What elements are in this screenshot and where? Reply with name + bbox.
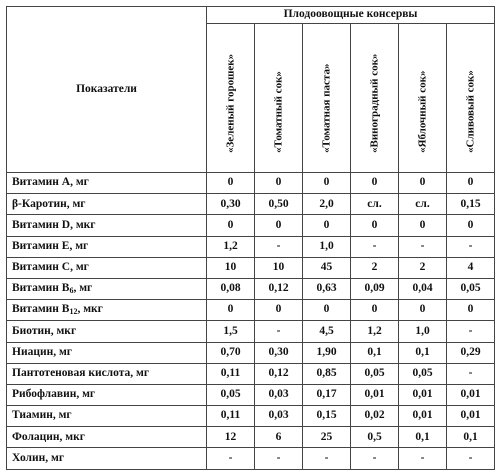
indicator-label: Витамин С, мг (7, 257, 207, 278)
table-cell: 2,0 (303, 194, 351, 215)
table-cell: 1,90 (303, 342, 351, 363)
table-cell: 45 (303, 257, 351, 278)
table-cell: 0 (207, 173, 255, 194)
table-cell: 2 (351, 257, 399, 278)
table-cell: 0,01 (447, 384, 495, 405)
table-cell: 1,0 (399, 321, 447, 342)
nutrition-table-page (6, 6, 494, 470)
table-cell: 1,2 (351, 321, 399, 342)
table-cell: сл. (351, 194, 399, 215)
product-name: «Сливовый сок» (464, 70, 476, 153)
table-cell: 0,50 (255, 194, 303, 215)
table-cell: 0,01 (399, 406, 447, 427)
table-cell: 0,12 (255, 363, 303, 384)
table-cell: - (447, 236, 495, 257)
product-header (303, 24, 351, 173)
indicator-label: Холин, мг (7, 448, 207, 469)
table-cell: 0 (399, 215, 447, 236)
indicator-label: β-Каротин, мг (7, 194, 207, 215)
product-header (351, 24, 399, 173)
table-cell: 0,17 (303, 384, 351, 405)
indicator-label: Тиамин, мг (7, 406, 207, 427)
indicator-label: Пантотеновая кислота, мг (7, 363, 207, 384)
table-row (7, 406, 495, 427)
table-cell: 0 (351, 300, 399, 321)
table-cell: 0,1 (399, 342, 447, 363)
table-cell: 0,1 (351, 342, 399, 363)
table-cell: - (255, 321, 303, 342)
indicator-label: Витамин А, мг (7, 173, 207, 194)
table-cell: - (303, 448, 351, 469)
table-cell: 12 (207, 427, 255, 448)
table-cell: 0,03 (255, 384, 303, 405)
table-cell: 0,05 (207, 384, 255, 405)
product-header (447, 24, 495, 173)
table-cell: - (255, 448, 303, 469)
table-cell: 1,2 (207, 236, 255, 257)
indicator-label: Ниацин, мг (7, 342, 207, 363)
table-cell: - (351, 236, 399, 257)
table-cell: 0 (351, 215, 399, 236)
table-row (7, 257, 495, 278)
product-name: «Томатная паста» (320, 63, 332, 153)
table-cell: 6 (255, 427, 303, 448)
table-cell: 10 (255, 257, 303, 278)
indicators-header: Показатели (7, 7, 207, 173)
table-cell: 0 (207, 215, 255, 236)
table-cell: 0,1 (399, 427, 447, 448)
table-cell: 0,08 (207, 278, 255, 299)
table-cell: 0,03 (255, 406, 303, 427)
product-header (207, 24, 255, 173)
table-cell: 0,11 (207, 406, 255, 427)
table-cell: 0 (255, 300, 303, 321)
table-cell: - (447, 448, 495, 469)
table-cell: 0 (255, 215, 303, 236)
table-cell: 0,09 (351, 278, 399, 299)
table-cell: - (399, 448, 447, 469)
indicator-label: Биотин, мкг (7, 321, 207, 342)
table-cell: 0,01 (447, 406, 495, 427)
table-cell: - (351, 448, 399, 469)
table-cell: 0,05 (351, 363, 399, 384)
table-cell: 0 (399, 173, 447, 194)
table-cell: 0,11 (207, 363, 255, 384)
table-cell: 0,30 (207, 194, 255, 215)
table-row (7, 448, 495, 469)
table-cell: 10 (207, 257, 255, 278)
table-cell: 2 (399, 257, 447, 278)
table-cell: 0 (399, 300, 447, 321)
table-cell: - (399, 236, 447, 257)
table-row (7, 194, 495, 215)
table-cell: - (447, 321, 495, 342)
product-name: «Томатный сок» (272, 71, 284, 153)
table-cell: - (207, 448, 255, 469)
table-cell: 0,63 (303, 278, 351, 299)
table-cell: 0 (447, 215, 495, 236)
table-cell: - (447, 363, 495, 384)
table-cell: 0,85 (303, 363, 351, 384)
table-cell: 0,01 (399, 384, 447, 405)
table-row (7, 300, 495, 321)
table-cell: 0,12 (255, 278, 303, 299)
table-row (7, 278, 495, 299)
table-cell: 0 (351, 173, 399, 194)
indicator-label: Витамин D, мкг (7, 215, 207, 236)
table-cell: 0 (303, 300, 351, 321)
table-row (7, 363, 495, 384)
table-cell: - (255, 236, 303, 257)
table-cell: 0,04 (399, 278, 447, 299)
table-cell: 4 (447, 257, 495, 278)
indicator-label: Витамин $В_{12}$, мкг (7, 300, 207, 321)
indicator-label: Витамин $В_6$, мг (7, 278, 207, 299)
indicator-label: Рибофлавин, мг (7, 384, 207, 405)
table-cell: 0,01 (351, 384, 399, 405)
table-row (7, 321, 495, 342)
product-name: «Яблочный сок» (416, 70, 428, 153)
table-cell: 0,70 (207, 342, 255, 363)
indicator-label: Витамин Е, мг (7, 236, 207, 257)
table-cell: 0,29 (447, 342, 495, 363)
table-cell: 0,02 (351, 406, 399, 427)
table-cell: 0,30 (255, 342, 303, 363)
table-cell: 0,05 (447, 278, 495, 299)
table-cell: 25 (303, 427, 351, 448)
table-cell: 1,0 (303, 236, 351, 257)
table-cell: 0,15 (303, 406, 351, 427)
table-cell: 0 (447, 300, 495, 321)
table-row (7, 342, 495, 363)
table-row (7, 236, 495, 257)
product-name: «Виноградный сок» (368, 53, 380, 153)
table-cell: 4,5 (303, 321, 351, 342)
table-cell: 0 (303, 173, 351, 194)
product-header (255, 24, 303, 173)
table-cell: 0 (255, 173, 303, 194)
table-row (7, 173, 495, 194)
table-row (7, 384, 495, 405)
indicator-label: Фолацин, мкг (7, 427, 207, 448)
table-cell: 0,15 (447, 194, 495, 215)
table-cell: 0,5 (351, 427, 399, 448)
table-cell: сл. (399, 194, 447, 215)
table-row (7, 215, 495, 236)
table-cell: 0,05 (399, 363, 447, 384)
table-cell: 0 (303, 215, 351, 236)
product-name: «Зеленый горошек» (224, 53, 236, 153)
product-header (399, 24, 447, 173)
table-row (7, 427, 495, 448)
table-cell: 0 (207, 300, 255, 321)
canned-goods-group-header: Плодоовощные консервы (207, 7, 495, 24)
nutrition-table (6, 6, 495, 470)
table-cell: 1,5 (207, 321, 255, 342)
table-cell: 0,1 (447, 427, 495, 448)
table-cell: 0 (447, 173, 495, 194)
